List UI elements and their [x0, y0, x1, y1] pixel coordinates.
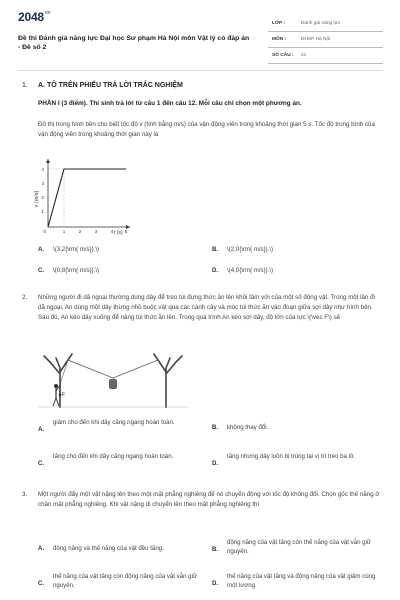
graph-ytick: 3: [41, 181, 44, 186]
part-instruction: PHẦN I (3 điểm). Thí sinh trả lời từ câu 1 đến câu 12. Mỗi câu chỉ chọn một phương án.: [38, 100, 302, 107]
graph-xtick: 2: [78, 229, 82, 234]
graph-ytick: 1: [41, 209, 44, 214]
header-divider: [18, 70, 383, 71]
question-number: 3.: [22, 491, 28, 498]
graph-xtick: 4: [110, 229, 114, 234]
graph-xtick: 1: [62, 229, 66, 234]
velocity-time-graph: [34, 155, 134, 240]
graph-ylabel: v (m/s): [34, 190, 40, 208]
question-text: Một người đẩy một vật nặng lên theo một mặt phẳng nghiêng để nó chuyển động với tốc độ không đổi. Chọn gốc thế năng ở chân mặt phẳng nghiêng. Khi vật nặng di chuyển lên theo mặt phẳng nghiêng thì: [38, 491, 380, 508]
meta-subject: MÔN : ĐHSP Hà Nội: [268, 34, 383, 48]
graph-ytick: 4: [41, 167, 44, 172]
graph-ytick: 0: [43, 229, 46, 234]
graph-xtick: 5: [124, 229, 128, 234]
meta-question-count: SỐ CÂU : 21: [268, 50, 383, 64]
question-number: 2.: [22, 294, 28, 301]
question-text: Những người đi dã ngoại thường dùng dây để treo túi đựng thức ăn lên khỏi tầm với của một số động vật. Trong một lần đi dã ngoại, An dùng một dây thừng nhỏ buộc vật qua các cành cây và móc túi thức ăn vào đoạn giữa sợi dây như hình bên. Sau đó, An kéo dây xuống để nâng túi thức ăn lên. Trong quá trình An kéo sợi dây, độ lớn của lực \(\vec F\) sẽ: [38, 294, 375, 321]
question-text: Đồ thị trong hình bên cho biết tốc độ v (tính bằng m/s) của vận động viên trong khoảng thời gian 5 s. Tốc độ trung bình của vận động viên trong khoảng thời gian này là: [38, 121, 375, 138]
document-header: [18, 10, 383, 60]
force-label: F: [62, 392, 66, 398]
graph-xtick: 3: [94, 229, 98, 234]
graph-ytick: 2: [41, 195, 44, 200]
document-meta: [268, 18, 383, 66]
meta-class: LỚP : Đánh giá năng lực: [268, 18, 383, 32]
document-title: Đề thi Đánh giá năng lực Đại học Sư phạm Hà Nội môn Vật lý có đáp án - Đề số 2: [18, 35, 250, 51]
graph-xlabel: t (s): [114, 230, 123, 235]
site-logo[interactable]: $2048^{vn}$: [18, 10, 51, 24]
section-title: 1. A. TÔ TRÊN PHIẾU TRẢ LỜI TRẮC NGHIỆM: [22, 82, 183, 89]
trees-rope-figure: [38, 350, 188, 413]
document-page: $2048^{vn}$ Đề thi Đánh giá năng lực Đại học Sư phạm Hà Nội môn Vật lý có đáp án - Đề số 2 LỚP : Đánh giá năng lực MÔN : ĐHSP Hà Nội SỐ CÂU : 21 1. A. TÔ TRÊN PHIẾU TRẢ LỜI TRẮC NGHIỆM PHẦN I (3 điểm). Thí sinh trả lời từ câu 1 đến câu 12. Mỗi câu chỉ chọn một phương án. Đồ thị trong hình bên cho biết tốc độ v (tính bằng m/s) của vận động viên trong khoảng thời gian 5 s. Tốc độ trung bình của vận động viên trong khoảng thời gian này là v (m/s) t (s) 4 3 2 1 0 1 2 3 4 5 A. \(3,2{\rm{ m/s}}.\) B. \(2,0{\rm{ m/s}}.\) C. \(0,8{\rm{ m/s}}.\) D. \(4,0{\rm{ m/s}}.\) 2. Những người đi dã ngoại thường dùng dây để treo túi đựng thức ăn lên khỏi tầm với của một số động vật. Trong một lần đi dã ngoại, An dùng một dây thừng nhỏ buộc vật qua các cành cây và móc túi thức ăn vào đoạn giữa sợi dây như hình bên. Sau đó, An kéo dây xuống để nâng túi thức ăn lên. Trong quá trình An kéo sợi dây, độ lớn của lực \(\vec F\) sẽ F A. giảm cho đến khi dây căng ngang hoàn toàn. B. không thay đổi. C. tăng cho đến khi dây căng ngang hoàn toàn. D. tăng nhưng dây luôn bị trùng tại vị trí treo ba lô. 3. Một người đẩy một vật nặng lên theo một mặt phẳng nghiêng để nó chuyển động với tốc độ không đổi. Chọn gốc thế năng ở chân mặt phẳng nghiêng. Khi vật nặng di chuyển lên theo mặt phẳng nghiêng thì A. động năng và thế năng của vật đều tăng. B. động năng của vật tăng còn thế năng của vật vẫn giữ nguyên. C. thế năng của vật tăng còn động năng của vật vẫn giữ nguyên. D. thế năng của vật tăng và động năng của vật giảm cùng một lượng.: [0, 0, 400, 600]
